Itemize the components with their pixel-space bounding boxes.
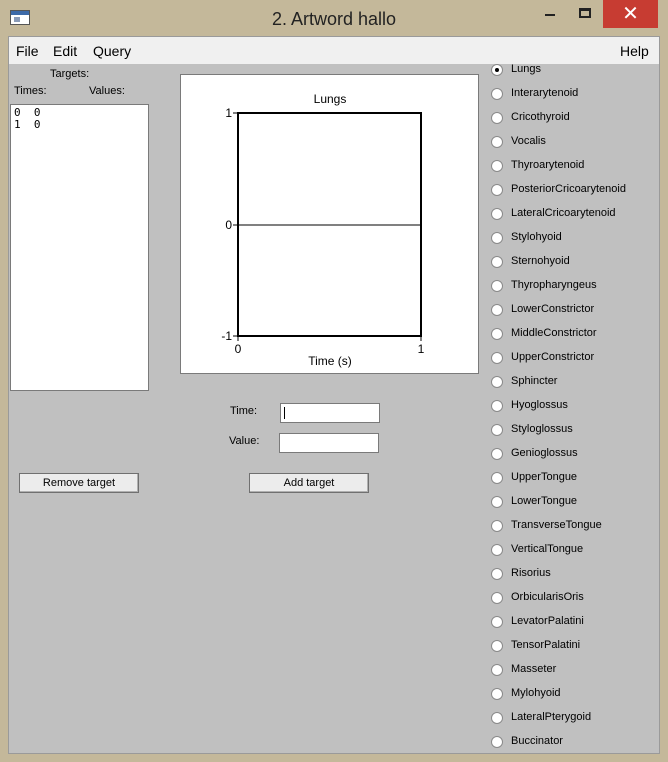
- radio-button[interactable]: [491, 256, 503, 268]
- muscle-label: Sphincter: [511, 375, 558, 387]
- graph-title: Lungs: [313, 92, 347, 106]
- graph-panel: [180, 74, 479, 374]
- muscle-label: Thyroarytenoid: [511, 159, 585, 171]
- radio-button[interactable]: [491, 640, 503, 652]
- muscle-label: LateralCricoarytenoid: [511, 207, 616, 219]
- menu-edit[interactable]: Edit: [53, 43, 78, 59]
- radio-button[interactable]: [491, 112, 503, 124]
- muscle-label: Lungs: [511, 63, 541, 75]
- radio-button[interactable]: [491, 472, 503, 484]
- muscle-label: LevatorPalatini: [511, 615, 584, 627]
- radio-button[interactable]: [491, 64, 503, 76]
- radio-button[interactable]: [491, 88, 503, 100]
- radio-button[interactable]: [491, 376, 503, 388]
- muscle-label: Interarytenoid: [511, 87, 579, 99]
- muscle-label: UpperTongue: [511, 471, 578, 483]
- radio-button[interactable]: [491, 544, 503, 556]
- title-bar[interactable]: [0, 0, 668, 36]
- targets-heading: Targets:: [50, 68, 90, 80]
- window-title: 2. Artword hallo: [271, 9, 397, 29]
- muscle-label: Buccinator: [511, 735, 563, 747]
- radio-button[interactable]: [491, 712, 503, 724]
- time-field-label: Time:: [230, 405, 258, 417]
- remove-target-button[interactable]: Remove target: [19, 473, 139, 493]
- times-label: Times:: [14, 85, 47, 97]
- radio-button[interactable]: [491, 424, 503, 436]
- radio-button[interactable]: [491, 664, 503, 676]
- radio-button[interactable]: [491, 616, 503, 628]
- radio-button[interactable]: [491, 448, 503, 460]
- text-caret: [284, 407, 285, 419]
- muscle-label: Hyoglossus: [511, 399, 568, 411]
- muscle-label: Sternohyoid: [511, 255, 570, 267]
- values-label: Values:: [89, 85, 125, 97]
- menu-help[interactable]: Help: [620, 43, 649, 59]
- muscle-label: Cricothyroid: [511, 111, 570, 123]
- muscle-label: Risorius: [511, 567, 551, 579]
- list-item[interactable]: 1 0: [14, 118, 41, 131]
- muscle-label: Stylohyoid: [511, 231, 562, 243]
- graph-svg: [181, 75, 478, 373]
- muscle-label: MiddleConstrictor: [511, 327, 597, 339]
- minimize-button[interactable]: [536, 0, 564, 28]
- radio-button[interactable]: [491, 280, 503, 292]
- radio-button[interactable]: [491, 568, 503, 580]
- value-field-label: Value:: [229, 435, 260, 447]
- muscle-label: LateralPterygoid: [511, 711, 592, 723]
- muscle-label: UpperConstrictor: [511, 351, 595, 363]
- menu-query[interactable]: Query: [93, 43, 132, 59]
- muscle-label: LowerTongue: [511, 495, 578, 507]
- muscle-label: Mylohyoid: [511, 687, 561, 699]
- menu-bar: [9, 37, 659, 64]
- value-input[interactable]: [279, 433, 379, 453]
- client-area: [8, 36, 660, 754]
- muscle-label: Genioglossus: [511, 447, 578, 459]
- radio-button[interactable]: [491, 592, 503, 604]
- radio-button[interactable]: [491, 160, 503, 172]
- muscle-label: Vocalis: [511, 135, 546, 147]
- radio-button[interactable]: [491, 184, 503, 196]
- minimize-icon: [545, 14, 555, 16]
- radio-button[interactable]: [491, 328, 503, 340]
- x-tick-0: 0: [234, 342, 242, 356]
- radio-button[interactable]: [491, 520, 503, 532]
- muscle-label: Styloglossus: [511, 423, 573, 435]
- muscle-label: Thyropharyngeus: [511, 279, 597, 291]
- muscle-label: VerticalTongue: [511, 543, 584, 555]
- radio-button[interactable]: [491, 208, 503, 220]
- maximize-button[interactable]: [570, 0, 600, 28]
- y-tick-0: 0: [225, 218, 232, 232]
- muscle-label: LowerConstrictor: [511, 303, 595, 315]
- muscle-label: PosteriorCricoarytenoid: [511, 183, 626, 195]
- add-target-button[interactable]: Add target: [249, 473, 369, 493]
- radio-button[interactable]: [491, 688, 503, 700]
- maximize-icon: [579, 8, 591, 18]
- y-tick-neg1: -1: [221, 329, 232, 343]
- x-axis-label: Time (s): [308, 354, 352, 368]
- muscle-label: TensorPalatini: [511, 639, 581, 651]
- y-tick-1: 1: [225, 106, 232, 120]
- targets-list[interactable]: [10, 104, 149, 391]
- close-button[interactable]: [603, 0, 658, 28]
- radio-button[interactable]: [491, 136, 503, 148]
- radio-button[interactable]: [491, 496, 503, 508]
- close-icon: ✕: [622, 3, 639, 25]
- time-input[interactable]: [280, 403, 380, 423]
- muscle-label: Masseter: [511, 663, 557, 675]
- radio-button[interactable]: [491, 304, 503, 316]
- radio-button[interactable]: [491, 736, 503, 748]
- radio-button[interactable]: [491, 232, 503, 244]
- radio-button[interactable]: [491, 352, 503, 364]
- menu-file[interactable]: File: [16, 43, 39, 59]
- muscle-label: OrbicularisOris: [511, 591, 584, 603]
- radio-button[interactable]: [491, 400, 503, 412]
- list-item[interactable]: 0 0: [14, 106, 41, 119]
- muscle-label: TransverseTongue: [511, 519, 602, 531]
- x-tick-1: 1: [417, 342, 425, 356]
